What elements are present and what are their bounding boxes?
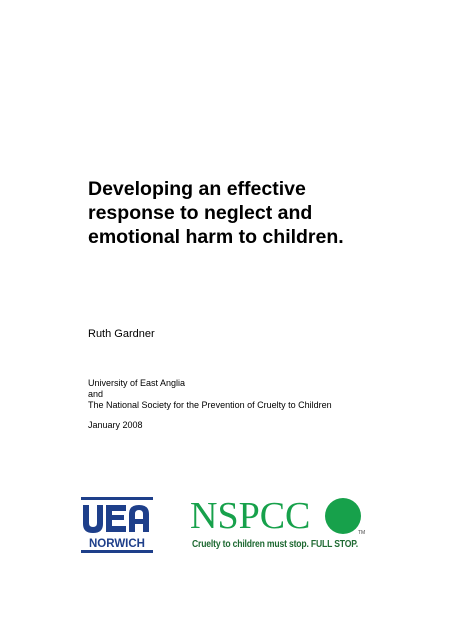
title-line-1: Developing an effective — [88, 178, 306, 200]
affiliation-line-2: and — [88, 389, 104, 399]
affiliation-line-3: The National Society for the Prevention of Cruelty to Children — [88, 400, 332, 410]
nspcc-green-dot-icon — [325, 498, 361, 534]
uea-norwich-text: NORWICH — [88, 538, 146, 550]
title-line-2: response to neglect and — [88, 202, 313, 224]
uea-norwich-logo — [81, 497, 153, 553]
document-title — [88, 177, 418, 249]
nspcc-wordmark: NSPCC — [190, 495, 311, 537]
affiliation-line-1: University of East Anglia — [88, 378, 186, 388]
author-name: Ruth Gardner — [88, 328, 155, 340]
trademark-mark: TM — [358, 530, 366, 536]
affiliation — [88, 378, 332, 411]
title-line-3: emotional harm to children. — [88, 226, 344, 248]
nspcc-tagline: Cruelty to children must stop. FULL STOP. — [192, 539, 358, 550]
nspcc-logo — [190, 496, 380, 556]
publication-date: January 2008 — [88, 420, 143, 430]
